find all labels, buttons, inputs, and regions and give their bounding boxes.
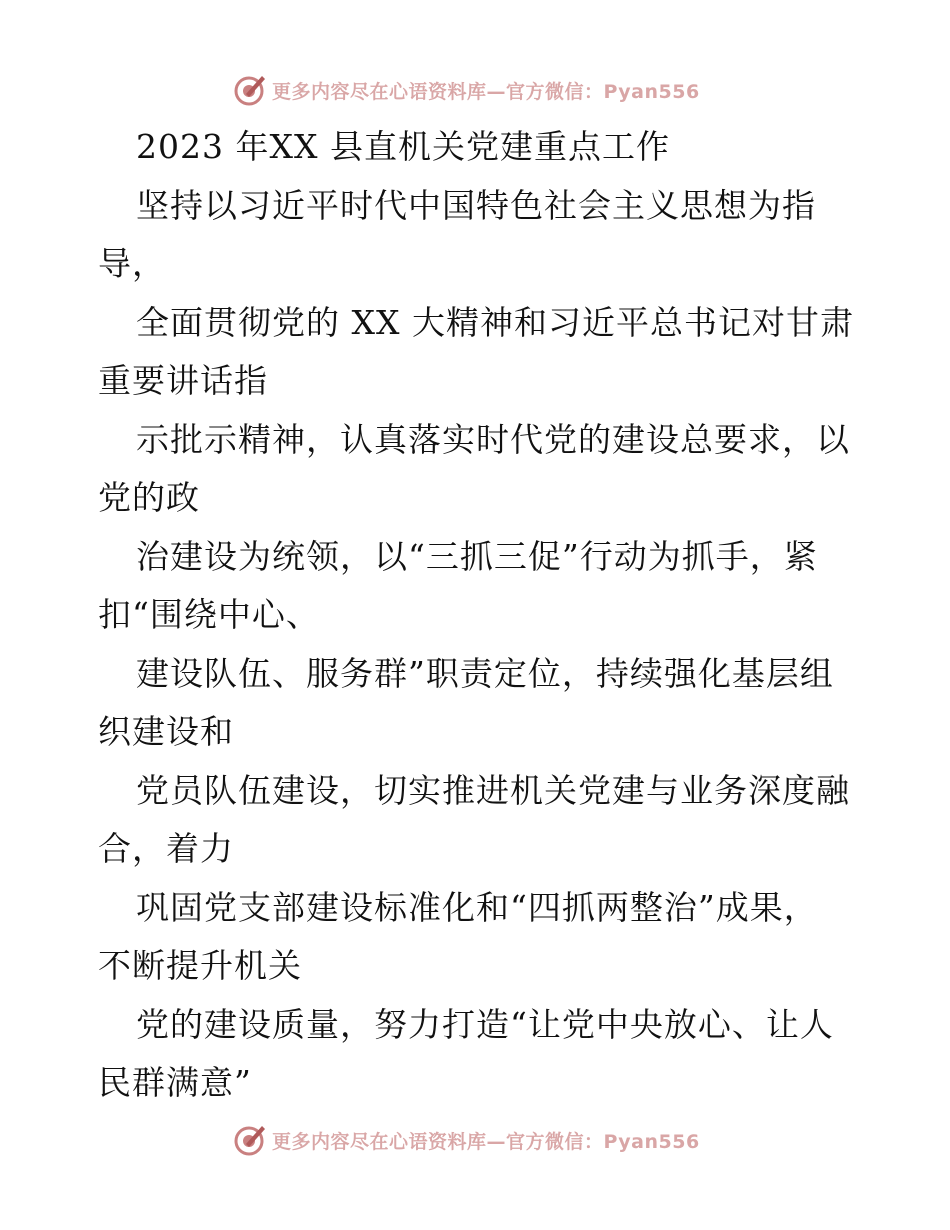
quill-seal-icon [232, 72, 268, 108]
paragraph-line: 坚持以习近平时代中国特色社会主义思想为指 [136, 185, 816, 225]
paragraph-line: 党的建设质量，努力打造“让党中央放心、让人 [136, 1004, 834, 1044]
paragraph-line: 民群满意” [98, 1063, 252, 1102]
quill-seal-icon [232, 1122, 268, 1158]
header-watermark-text: 更多内容尽在心语资料库—官方微信：Pyan556 [272, 80, 700, 103]
paragraph-line: 建设队伍、服务群”职责定位，持续强化基层组 [136, 653, 834, 693]
paragraph-line: 党的政 [98, 478, 200, 517]
header-watermark-banner [0, 70, 950, 110]
paragraph-line: 全面贯彻党的 XX 大精神和习近平总书记对甘肃 [136, 302, 854, 342]
document-title: 2023 年XX 县直机关党建重点工作 [136, 127, 670, 166]
paragraph-line: 导， [98, 244, 166, 283]
paragraph-line: 治建设为统领，以“三抓三促”行动为抓手，紧 [136, 536, 818, 576]
paragraph-line: 扣“围绕中心、 [98, 595, 320, 634]
paragraph-line: 重要讲话指 [98, 361, 268, 400]
footer-watermark-banner [0, 1120, 950, 1160]
document-body [98, 118, 858, 1113]
footer-watermark-text: 更多内容尽在心语资料库—官方微信：Pyan556 [272, 1130, 700, 1153]
paragraph-line: 示批示精神，认真落实时代党的建设总要求，以 [136, 419, 850, 459]
paragraph-line: 不断提升机关 [98, 946, 302, 985]
paragraph-line: 织建设和 [98, 712, 234, 751]
paragraph-line: 合，着力 [98, 829, 234, 868]
paragraph-line: 党员队伍建设，切实推进机关党建与业务深度融 [136, 770, 850, 810]
paragraph-line: 巩固党支部建设标准化和“四抓两整治”成果， [136, 887, 818, 927]
